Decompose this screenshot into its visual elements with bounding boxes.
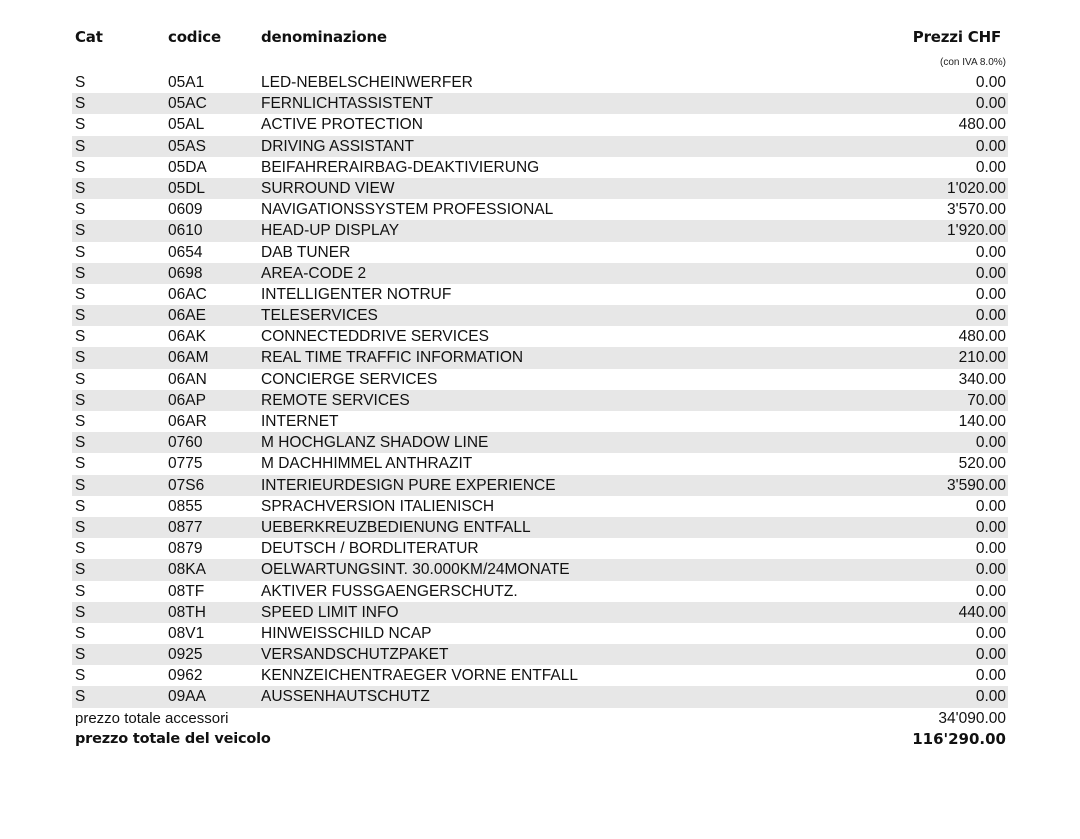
row-cat: S	[75, 370, 86, 388]
row-cat: S	[75, 518, 86, 536]
table-row	[72, 602, 1008, 623]
row-name: HINWEISSCHILD NCAP	[261, 624, 432, 642]
row-cat: S	[75, 497, 86, 515]
row-code: 06AM	[168, 349, 209, 367]
table-row	[72, 178, 1008, 199]
row-price: 440.00	[958, 603, 1006, 621]
row-price: 0.00	[975, 688, 1006, 706]
row-name: FERNLICHTASSISTENT	[261, 95, 433, 113]
table-row	[72, 157, 1008, 178]
row-code: 0877	[168, 518, 203, 536]
row-price: 0.00	[975, 518, 1006, 536]
row-cat: S	[75, 603, 86, 621]
row-price: 0.00	[975, 137, 1006, 155]
table-header	[72, 0, 1008, 52]
row-cat: S	[75, 413, 86, 430]
table-row	[72, 623, 1008, 644]
row-cat: S	[75, 476, 86, 494]
vehicle-total-value: 116'290.00	[912, 730, 1006, 749]
accessories-total-value: 34'090.00	[938, 710, 1006, 727]
row-name: UEBERKREUZBEDIENUNG ENTFALL	[261, 518, 531, 536]
row-price: 210.00	[958, 349, 1006, 367]
row-cat: S	[75, 561, 86, 579]
row-code: 08TF	[168, 582, 205, 600]
row-code: 07S6	[168, 476, 205, 494]
row-price: 0.00	[975, 540, 1006, 558]
row-cat: S	[75, 349, 86, 367]
row-cat: S	[75, 264, 86, 282]
table-row	[72, 390, 1008, 411]
row-price: 1'020.00	[947, 179, 1006, 197]
table-row	[72, 284, 1008, 305]
row-name: SURROUND VIEW	[261, 179, 395, 197]
row-code: 0925	[168, 646, 203, 664]
table-row	[72, 496, 1008, 517]
row-cat: S	[75, 455, 86, 473]
row-code: 0760	[168, 434, 203, 452]
row-cat: S	[75, 540, 86, 558]
table-row	[72, 411, 1008, 432]
row-name: DAB TUNER	[261, 243, 351, 261]
row-cat: S	[75, 137, 86, 155]
row-price: 0.00	[975, 667, 1006, 685]
row-name: M DACHHIMMEL ANTHRAZIT	[261, 455, 473, 473]
row-price: 340.00	[958, 370, 1006, 388]
row-code: 06AP	[168, 391, 206, 409]
table-row	[72, 93, 1008, 114]
row-code: 0698	[168, 264, 203, 282]
table-row	[72, 136, 1008, 157]
table-row	[72, 199, 1008, 220]
row-price: 140.00	[958, 413, 1006, 430]
row-code: 05A1	[168, 74, 205, 91]
table-row	[72, 347, 1008, 368]
row-code: 08TH	[168, 603, 206, 621]
accessories-total-row	[72, 708, 1008, 729]
row-name: HEAD-UP DISPLAY	[261, 222, 400, 240]
row-cat: S	[75, 95, 86, 113]
row-name: AUSSENHAUTSCHUTZ	[261, 688, 430, 706]
row-price: 0.00	[975, 285, 1006, 303]
row-name: VERSANDSCHUTZPAKET	[261, 646, 449, 664]
vehicle-total-row	[72, 729, 1008, 750]
row-price: 0.00	[975, 646, 1006, 664]
row-name: DRIVING ASSISTANT	[261, 137, 415, 155]
row-name: LED-NEBELSCHEINWERFER	[261, 74, 473, 91]
row-name: AKTIVER FUSSGAENGERSCHUTZ.	[261, 582, 518, 600]
row-name: OELWARTUNGSINT. 30.000KM/24MONATE	[261, 561, 570, 579]
row-code: 08KA	[168, 561, 206, 579]
table-row	[72, 559, 1008, 580]
row-code: 05DL	[168, 179, 206, 197]
table-row	[72, 72, 1008, 93]
table-row	[72, 644, 1008, 665]
row-cat: S	[75, 285, 86, 303]
row-cat: S	[75, 243, 86, 261]
row-code: 0609	[168, 201, 203, 219]
row-code: 0775	[168, 455, 203, 473]
row-code: 0855	[168, 497, 203, 515]
accessories-total-label: prezzo totale accessori	[75, 710, 229, 727]
table-row	[72, 432, 1008, 453]
header-price: Prezzi CHF	[912, 28, 1001, 46]
row-cat: S	[75, 179, 86, 197]
row-cat: S	[75, 688, 86, 706]
vat-note: (con IVA 8.0%)	[940, 57, 1006, 68]
row-price: 1'920.00	[947, 222, 1006, 240]
row-cat: S	[75, 624, 86, 642]
row-name: INTELLIGENTER NOTRUF	[261, 285, 452, 303]
row-price: 0.00	[975, 74, 1006, 91]
row-name: KENNZEICHENTRAEGER VORNE ENTFALL	[261, 667, 578, 685]
row-cat: S	[75, 158, 86, 176]
header-name: denominazione	[261, 28, 387, 46]
table-row	[72, 517, 1008, 538]
row-name: TELESERVICES	[261, 307, 378, 325]
table-row	[72, 453, 1008, 474]
row-cat: S	[75, 667, 86, 685]
row-name: INTERNET	[261, 413, 339, 430]
row-name: INTERIEURDESIGN PURE EXPERIENCE	[261, 476, 556, 494]
row-cat: S	[75, 434, 86, 452]
table-row	[72, 263, 1008, 284]
table-row	[72, 326, 1008, 347]
row-code: 05DA	[168, 158, 207, 176]
header-code: codice	[168, 28, 221, 46]
row-code: 0610	[168, 222, 203, 240]
row-cat: S	[75, 582, 86, 600]
table-row	[72, 305, 1008, 326]
row-price: 0.00	[975, 434, 1006, 452]
table-row	[72, 686, 1008, 707]
row-code: 0962	[168, 667, 203, 685]
row-price: 0.00	[975, 561, 1006, 579]
row-code: 06AN	[168, 370, 207, 388]
options-table-body	[72, 72, 1008, 708]
row-code: 0654	[168, 243, 203, 261]
row-name: DEUTSCH / BORDLITERATUR	[261, 540, 479, 558]
table-row	[72, 475, 1008, 496]
row-price: 0.00	[975, 307, 1006, 325]
row-price: 0.00	[975, 624, 1006, 642]
row-price: 3'570.00	[947, 201, 1006, 219]
row-name: CONNECTEDDRIVE SERVICES	[261, 328, 489, 346]
row-name: SPEED LIMIT INFO	[261, 603, 399, 621]
row-price: 520.00	[958, 455, 1006, 473]
row-cat: S	[75, 391, 86, 409]
row-code: 08V1	[168, 624, 205, 642]
row-code: 09AA	[168, 688, 206, 706]
row-code: 05AL	[168, 116, 205, 134]
row-name: CONCIERGE SERVICES	[261, 370, 438, 388]
row-price: 0.00	[975, 95, 1006, 113]
row-name: REMOTE SERVICES	[261, 391, 410, 409]
totals-section	[72, 708, 1008, 750]
row-cat: S	[75, 116, 86, 134]
row-name: AREA-CODE 2	[261, 264, 367, 282]
row-price: 480.00	[958, 328, 1006, 346]
row-cat: S	[75, 74, 86, 91]
row-name: NAVIGATIONSSYSTEM PROFESSIONAL	[261, 201, 554, 219]
row-price: 0.00	[975, 497, 1006, 515]
row-price: 70.00	[967, 391, 1006, 409]
row-cat: S	[75, 201, 86, 219]
table-row	[72, 538, 1008, 559]
row-price: 0.00	[975, 158, 1006, 176]
table-row	[72, 242, 1008, 263]
row-price: 0.00	[975, 582, 1006, 600]
row-name: BEIFAHRERAIRBAG-DEAKTIVIERUNG	[261, 158, 540, 176]
table-row	[72, 114, 1008, 135]
table-row	[72, 581, 1008, 602]
price-list-sheet	[72, 0, 1008, 749]
row-code: 06AE	[168, 307, 206, 325]
row-price: 0.00	[975, 243, 1006, 261]
row-code: 06AK	[168, 328, 206, 346]
row-name: REAL TIME TRAFFIC INFORMATION	[261, 349, 524, 367]
row-cat: S	[75, 222, 86, 240]
row-cat: S	[75, 328, 86, 346]
row-name: ACTIVE PROTECTION	[261, 116, 423, 134]
row-price: 480.00	[958, 116, 1006, 134]
row-code: 06AR	[168, 413, 207, 430]
table-row	[72, 220, 1008, 241]
vehicle-total-label: prezzo totale del veicolo	[75, 731, 271, 748]
row-price: 0.00	[975, 264, 1006, 282]
header-cat: Cat	[75, 28, 103, 46]
row-code: 05AS	[168, 137, 206, 155]
row-code: 05AC	[168, 95, 207, 113]
row-name: M HOCHGLANZ SHADOW LINE	[261, 434, 489, 452]
row-name: SPRACHVERSION ITALIENISCH	[261, 497, 495, 515]
row-code: 06AC	[168, 285, 207, 303]
table-row	[72, 369, 1008, 390]
table-row	[72, 665, 1008, 686]
row-cat: S	[75, 646, 86, 664]
row-price: 3'590.00	[947, 476, 1006, 494]
row-code: 0879	[168, 540, 203, 558]
row-cat: S	[75, 307, 86, 325]
